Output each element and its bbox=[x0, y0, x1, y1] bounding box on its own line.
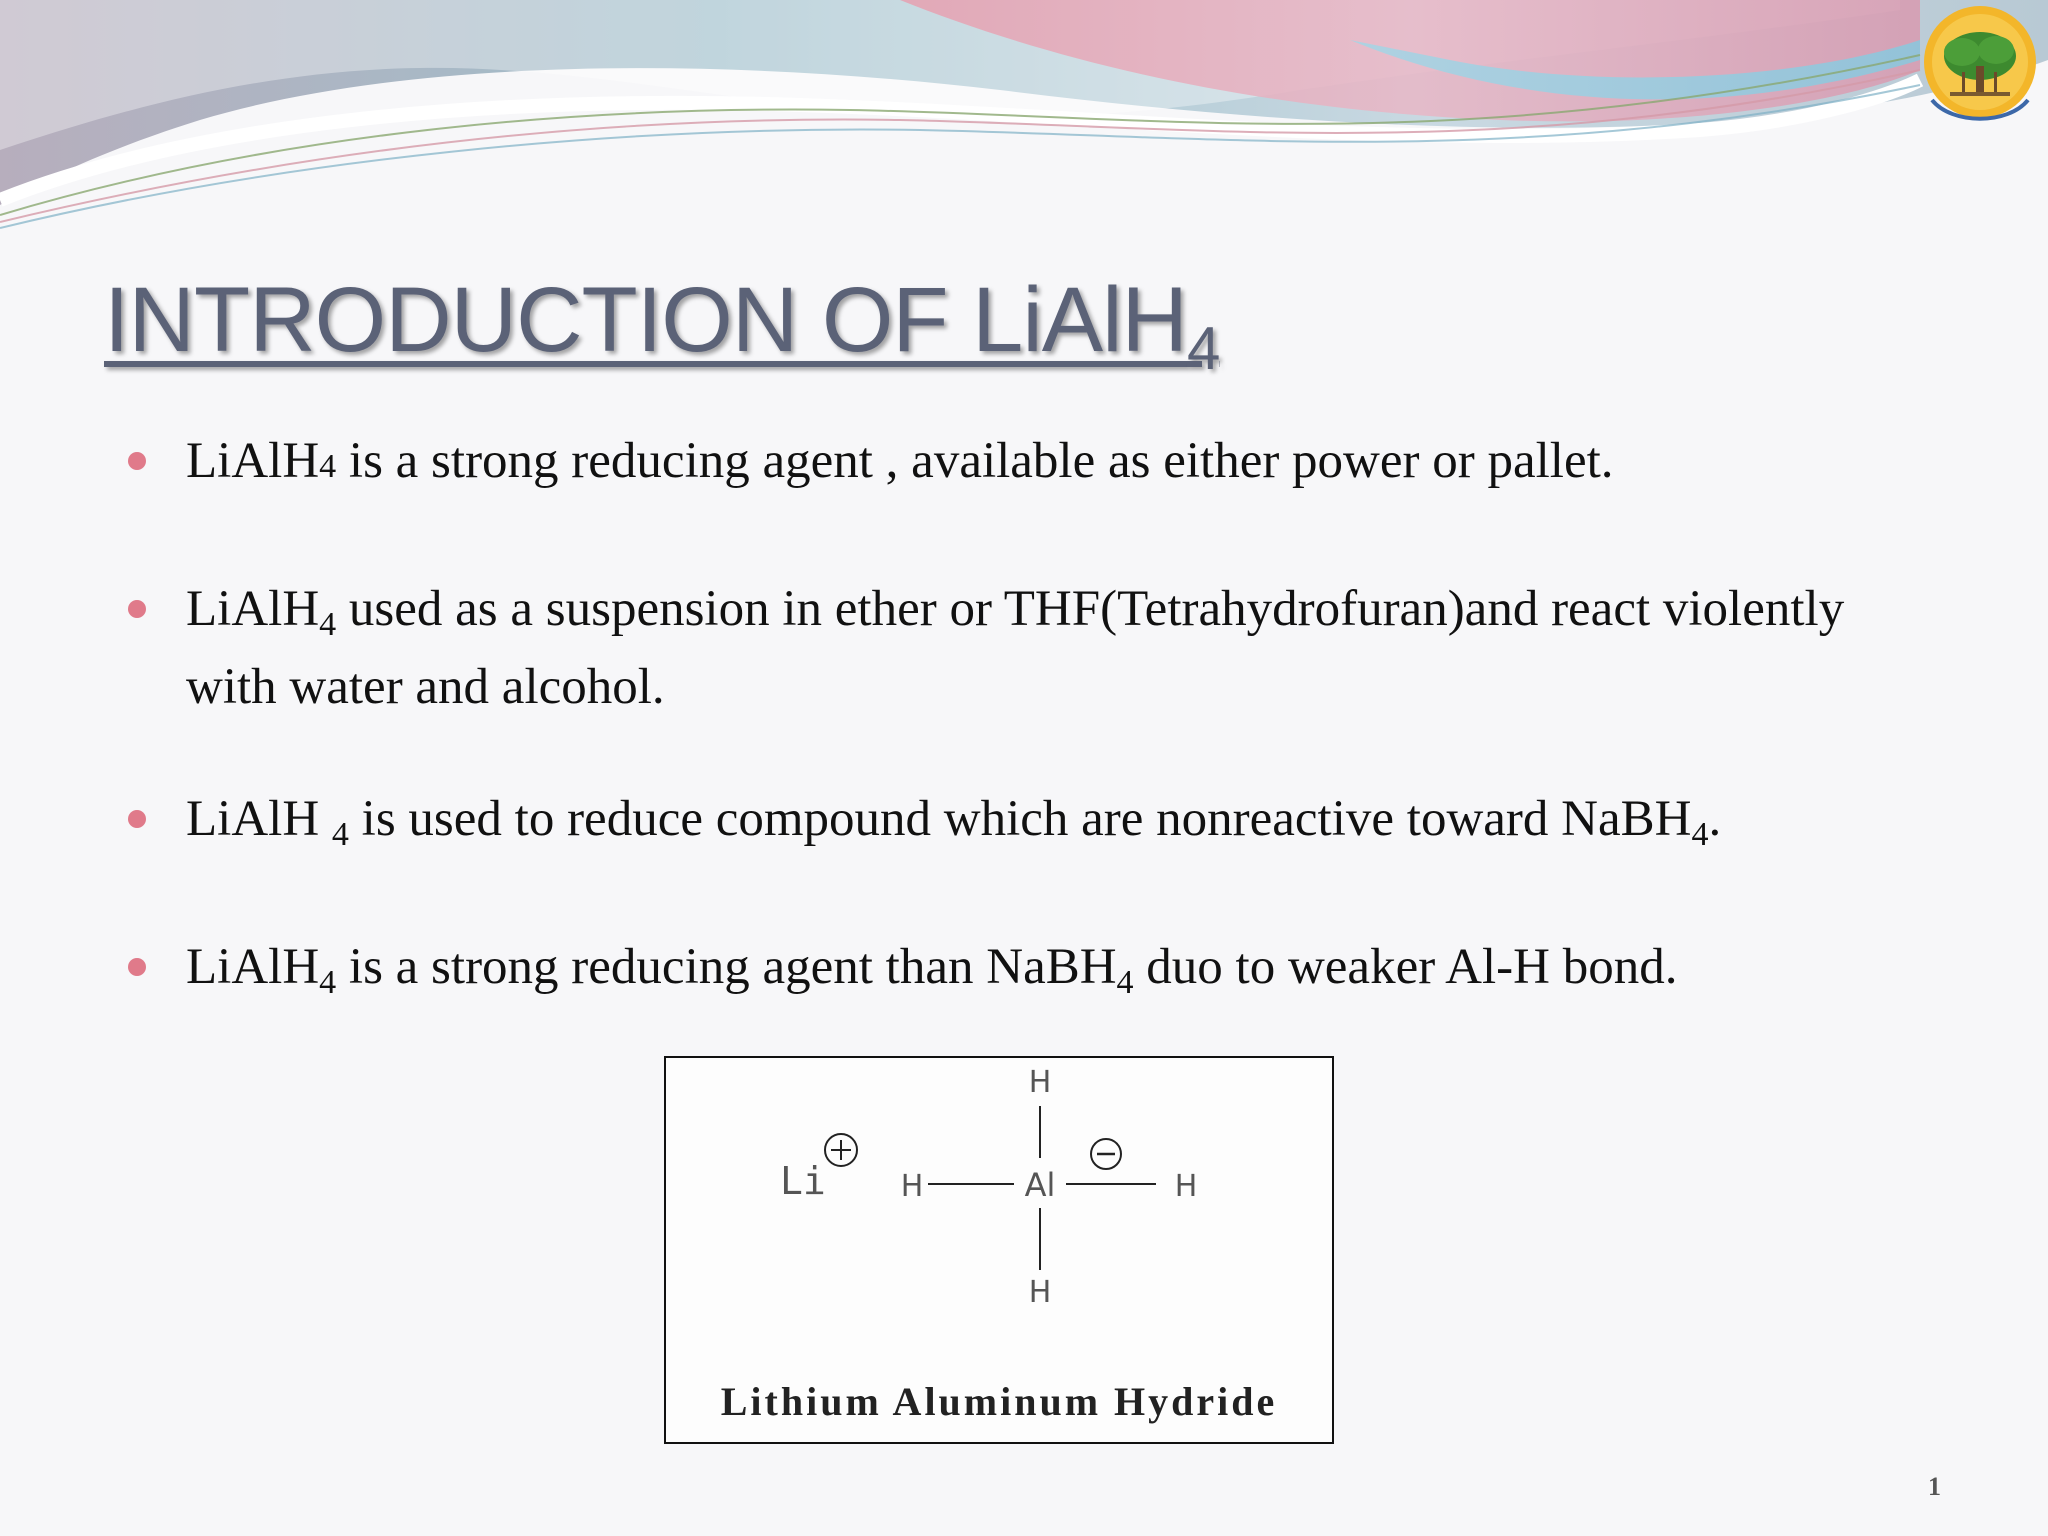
bullet-dot-icon bbox=[128, 810, 146, 828]
bullet-subscript: 4 bbox=[1116, 964, 1134, 1001]
bullet-dot-icon bbox=[128, 452, 146, 470]
banyan-tree-logo-icon bbox=[1922, 0, 2044, 142]
page-number: 1 bbox=[1928, 1472, 1941, 1501]
bullet-text: duo to weaker Al-H bond. bbox=[1133, 939, 1678, 995]
bullet-subscript: 4 bbox=[319, 964, 337, 1001]
bullet-text: used as a suspension in ether or THF(Tetrahydrofuran)and react violently with water and alcohol. bbox=[186, 581, 1845, 715]
bullet-item bbox=[120, 936, 1677, 1014]
al-label: Al bbox=[1024, 1166, 1056, 1204]
bullet-dot-icon bbox=[128, 958, 146, 976]
h-label-left: H bbox=[900, 1169, 924, 1204]
bullet-subscript: 4 bbox=[1691, 816, 1709, 853]
bullet-text: is a strong reducing agent than NaBH bbox=[336, 939, 1117, 995]
bullet-item bbox=[120, 788, 1721, 866]
bullet-text: is used to reduce compound which are nonreactive toward NaBH bbox=[348, 791, 1692, 847]
slide-title-subscript: 4 bbox=[1187, 315, 1220, 382]
bullet-subscript: 4 bbox=[319, 606, 337, 643]
h-label-right: H bbox=[1174, 1169, 1198, 1204]
bullet-subscript: 4 bbox=[331, 816, 349, 853]
bullet-item bbox=[120, 578, 1880, 718]
h-label-top: H bbox=[1028, 1065, 1052, 1100]
bullet-subscript: 4 bbox=[319, 448, 337, 485]
li-label: Li bbox=[780, 1159, 826, 1203]
bullet-text: LiAlH bbox=[186, 581, 320, 637]
figure-caption: Lithium Aluminum Hydride bbox=[720, 1379, 1278, 1424]
bullet-text: is a strong reducing agent , available as either power or pallet. bbox=[336, 433, 1614, 489]
bullet-text: LiAlH bbox=[186, 791, 332, 847]
header-wave-decoration bbox=[0, 0, 2048, 240]
slide-title-text: INTRODUCTION OF LiAlH bbox=[104, 269, 1187, 371]
bullet-text: . bbox=[1708, 791, 1722, 847]
slide-title bbox=[104, 268, 1219, 383]
bullet-text: LiAlH bbox=[186, 433, 320, 489]
bullet-item bbox=[120, 430, 1614, 498]
h-label-bottom: H bbox=[1028, 1275, 1052, 1310]
structure-diagram bbox=[666, 1058, 1332, 1368]
structure-figure bbox=[664, 1056, 1334, 1444]
bullet-dot-icon bbox=[128, 600, 146, 618]
bullet-text: LiAlH bbox=[186, 939, 320, 995]
